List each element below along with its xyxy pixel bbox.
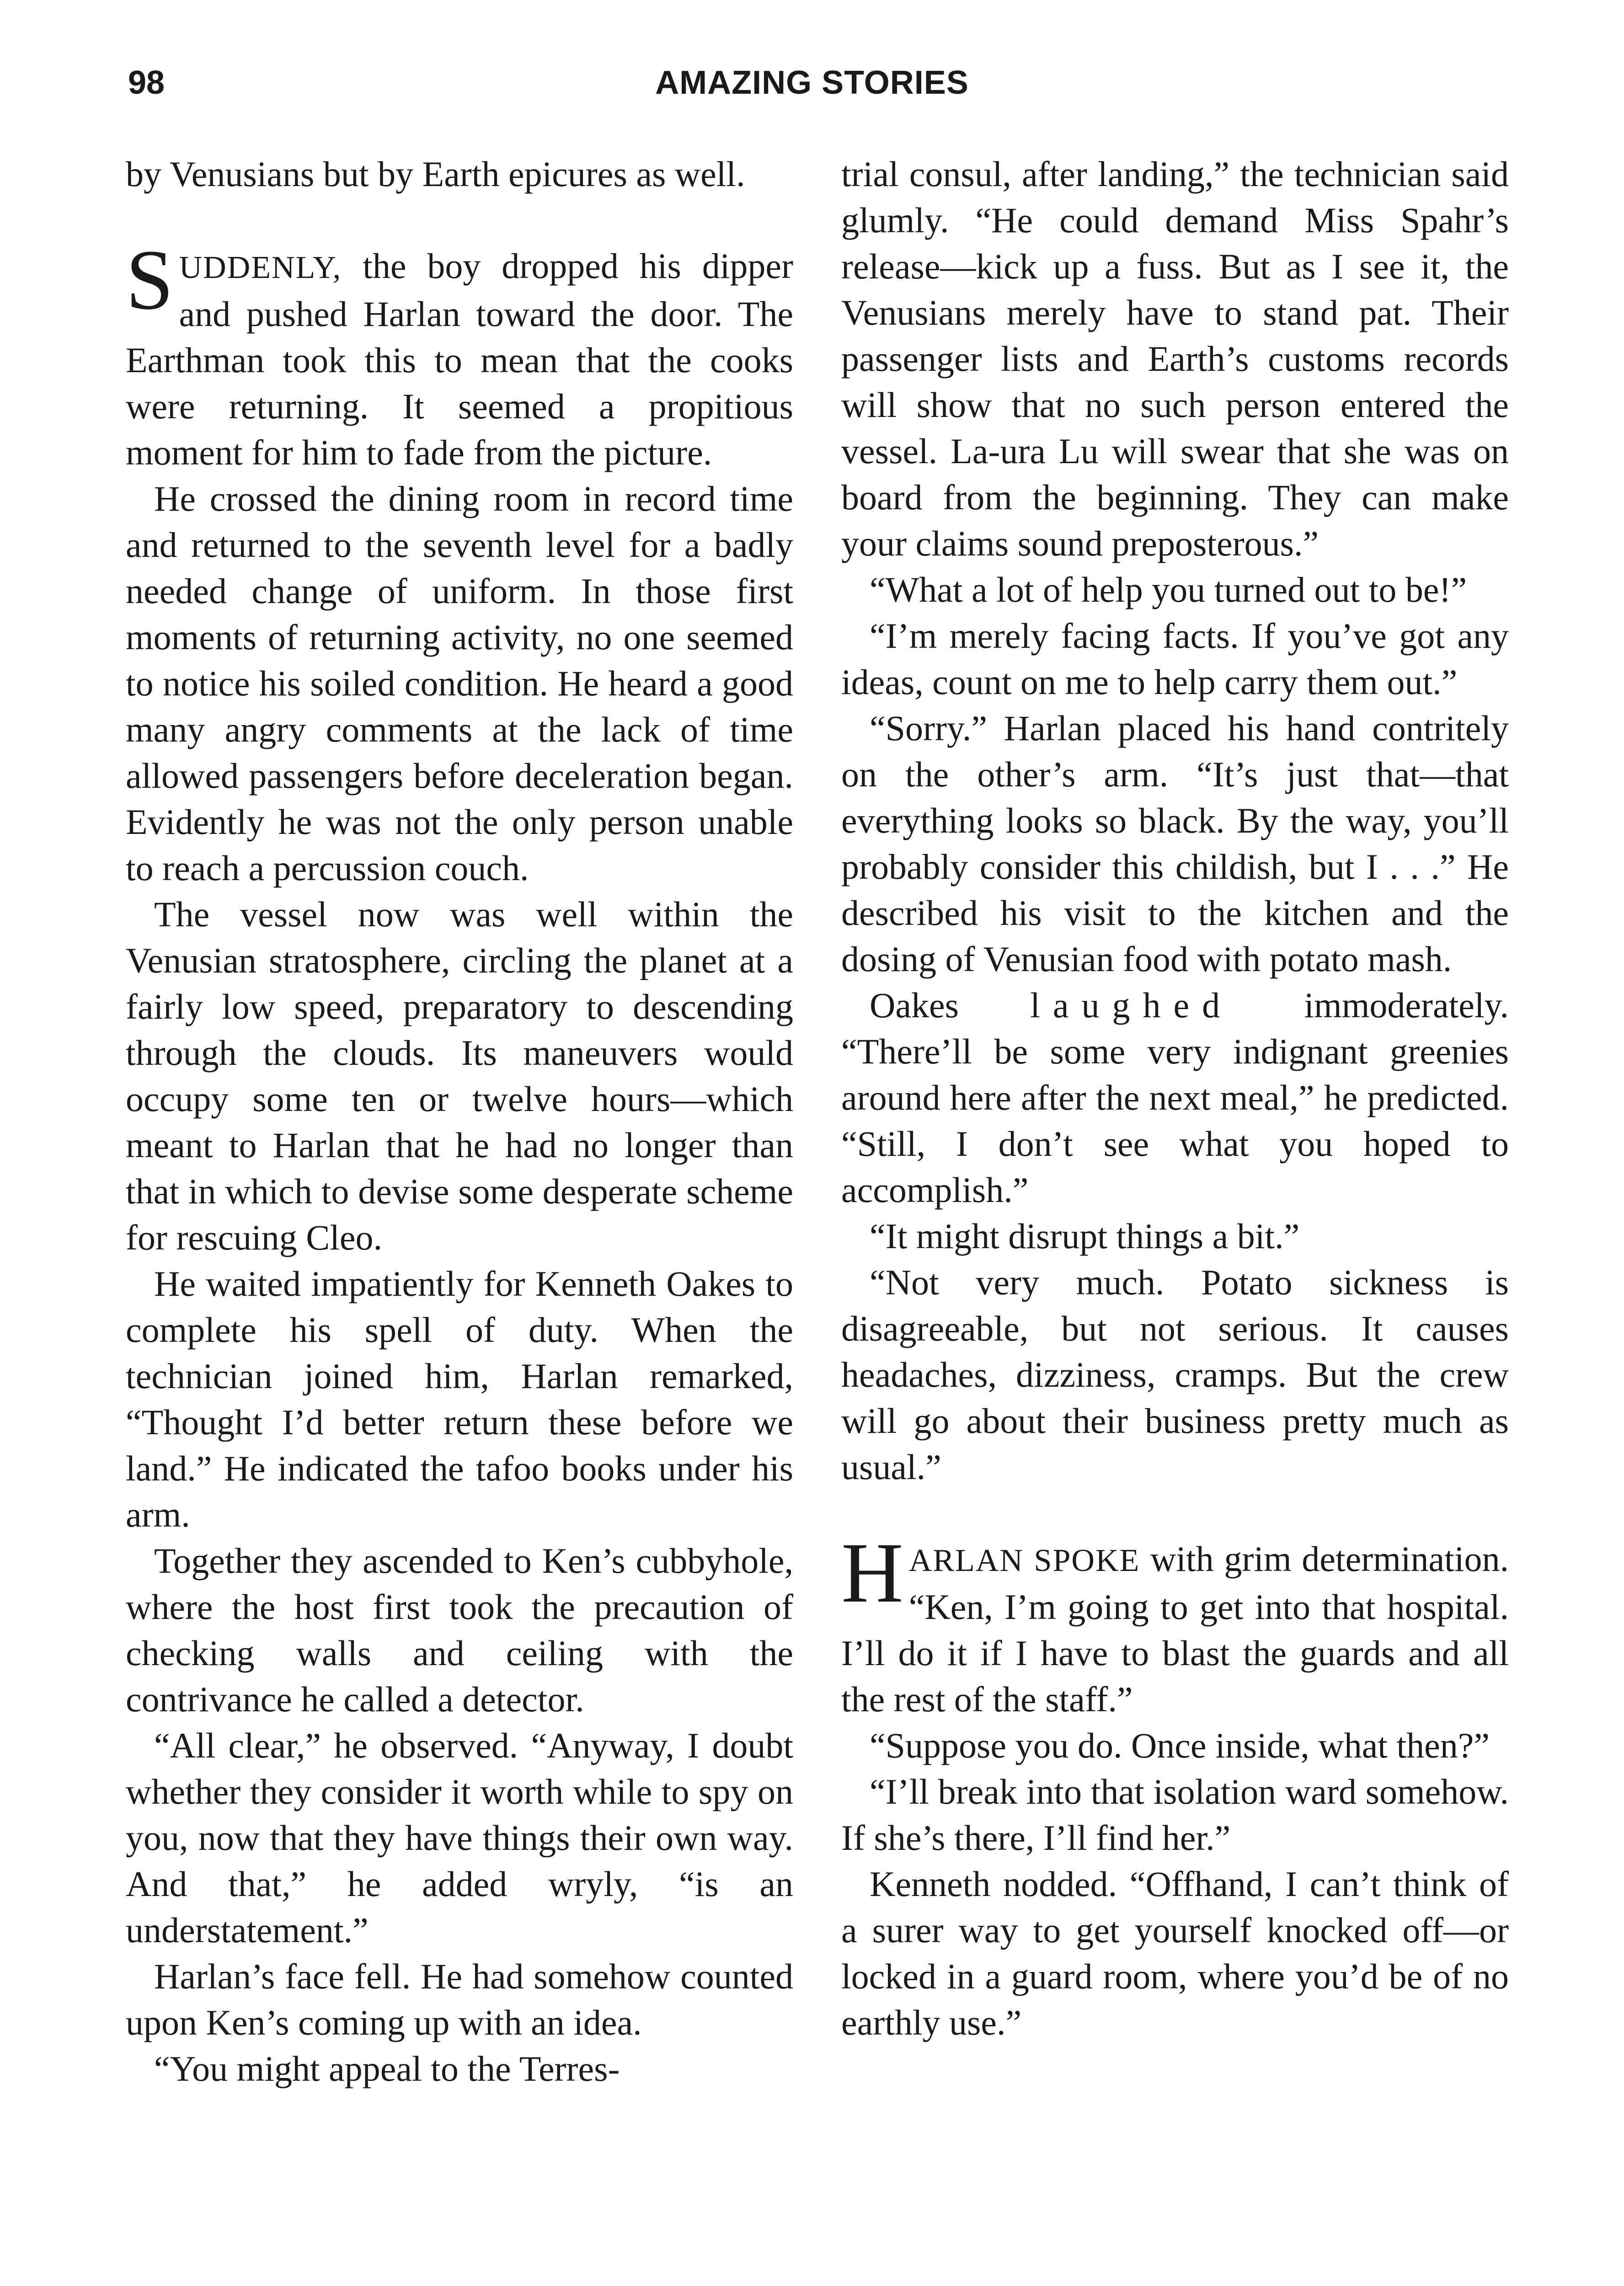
page-number: 98 — [128, 64, 165, 101]
paragraph: He waited impatiently for Kenneth Oakes to complete his spell of duty. When the technician joined him, Harlan remarked, “Thought I’d better return these before we land.” He indicated the tafoo books under his arm. — [126, 1264, 793, 1534]
paragraph: “All clear,” he observed. “Anyway, I doubt whether they consider it worth while to spy on you, now that they have things their own way. And that,” he added wryly, “is an understatement.” — [126, 1725, 793, 1950]
paragraph: The vessel now was well within the Venusian stratosphere, circling the planet at a fairly low speed, preparatory to descending through the clouds. Its maneuvers would occupy some ten or twelve hours—which meant to Harlan that he had no longer than that in which to devise some desperate scheme for rescuing Cleo. — [126, 894, 793, 1257]
paragraph: by Venusians but by Earth epicures as well. — [126, 154, 745, 194]
small-caps-lead: UDDENLY, — [179, 250, 342, 285]
paragraph: Harlan’s face fell. He had somehow counted upon Ken’s coming up with an idea. — [126, 1956, 793, 2042]
paragraph: “Sorry.” Harlan placed his hand contritely on the other’s arm. “It’s just that—that everything looks so black. By the way, you’ll probably consider this childish, but I . . .” He described his visit to the kitchen and the dosing of Venusian food with potato mash. — [841, 708, 1509, 979]
left-column — [126, 151, 793, 2092]
paragraph-text: Oakes — [870, 985, 1031, 1025]
paragraph: “I’m merely facing facts. If you’ve got any ideas, count on me to help carry them out.” — [841, 616, 1509, 702]
paragraph — [841, 982, 1509, 1213]
paragraph: “Suppose you do. Once inside, what then?” — [870, 1725, 1490, 1765]
running-title: AMAZING STORIES — [655, 64, 969, 101]
paragraph: “What a lot of help you turned out to be!” — [870, 570, 1467, 609]
drop-cap: S — [126, 232, 174, 327]
letterspaced-word: laughed — [1030, 985, 1233, 1025]
paragraph: “It might disrupt things a bit.” — [870, 1216, 1300, 1256]
paragraph: trial consul, after landing,” the technician said glumly. “He could demand Miss Spahr’s release—kick up a fuss. But as I see it, the Venusians merely have to stand pat. Their passenger lists and Earth’s customs records will show that no such person entered the vessel. La-ura Lu will swear that she was on board from the beginning. They can make your claims sound preposterous.” — [841, 154, 1509, 563]
paragraph: Together they ascended to Ken’s cubbyhole, where the host first took the precaution of checking walls and ceiling with the contrivance he called a detector. — [126, 1541, 793, 1719]
paragraph-section-start — [126, 232, 793, 475]
paragraph: “Not very much. Potato sickness is disagreeable, but not serious. It causes headaches, dizziness, cramps. But the crew will go about their business pretty much as usual.” — [841, 1262, 1509, 1487]
paragraph-text: immoderately. “There’ll be some very indignant greenies around here after the next meal,” he predicted. “Still, I don’t see what you hoped to accomplish.” — [841, 985, 1509, 1210]
paragraph: “You might appeal to the Terres- — [154, 2049, 620, 2088]
drop-cap: H — [841, 1525, 903, 1620]
right-column — [841, 151, 1509, 2046]
paragraph: He crossed the dining room in record time and returned to the seventh level for a badly needed change of uniform. In those first moments of returning activity, no one seemed to notice his soiled condition. He heard a good many angry comments at the lack of time allowed passengers before deceleration began. Evidently he was not the only person unable to reach a percussion couch. — [126, 479, 793, 888]
small-caps-lead: ARLAN SPOKE — [908, 1543, 1140, 1578]
paragraph-text: with grim determination. “Ken, I’m going to get into that hospital. I’ll do it if I have to blast the guards and all the rest of the staff.” — [841, 1539, 1509, 1719]
paragraph-text: the boy dropped his dipper and pushed Harlan toward the door. The Earthman took this to mean that the cooks were returning. It seemed a propitious moment for him to fade from the picture. — [126, 246, 793, 472]
paragraph: “I’ll break into that isolation ward somehow. If she’s there, I’ll find her.” — [841, 1772, 1509, 1858]
paragraph-section-start — [841, 1525, 1509, 1722]
paragraph: Kenneth nodded. “Offhand, I can’t think of a surer way to get yourself knocked off—or locked in a guard room, where you’d be of no earthly use.” — [841, 1864, 1509, 2042]
